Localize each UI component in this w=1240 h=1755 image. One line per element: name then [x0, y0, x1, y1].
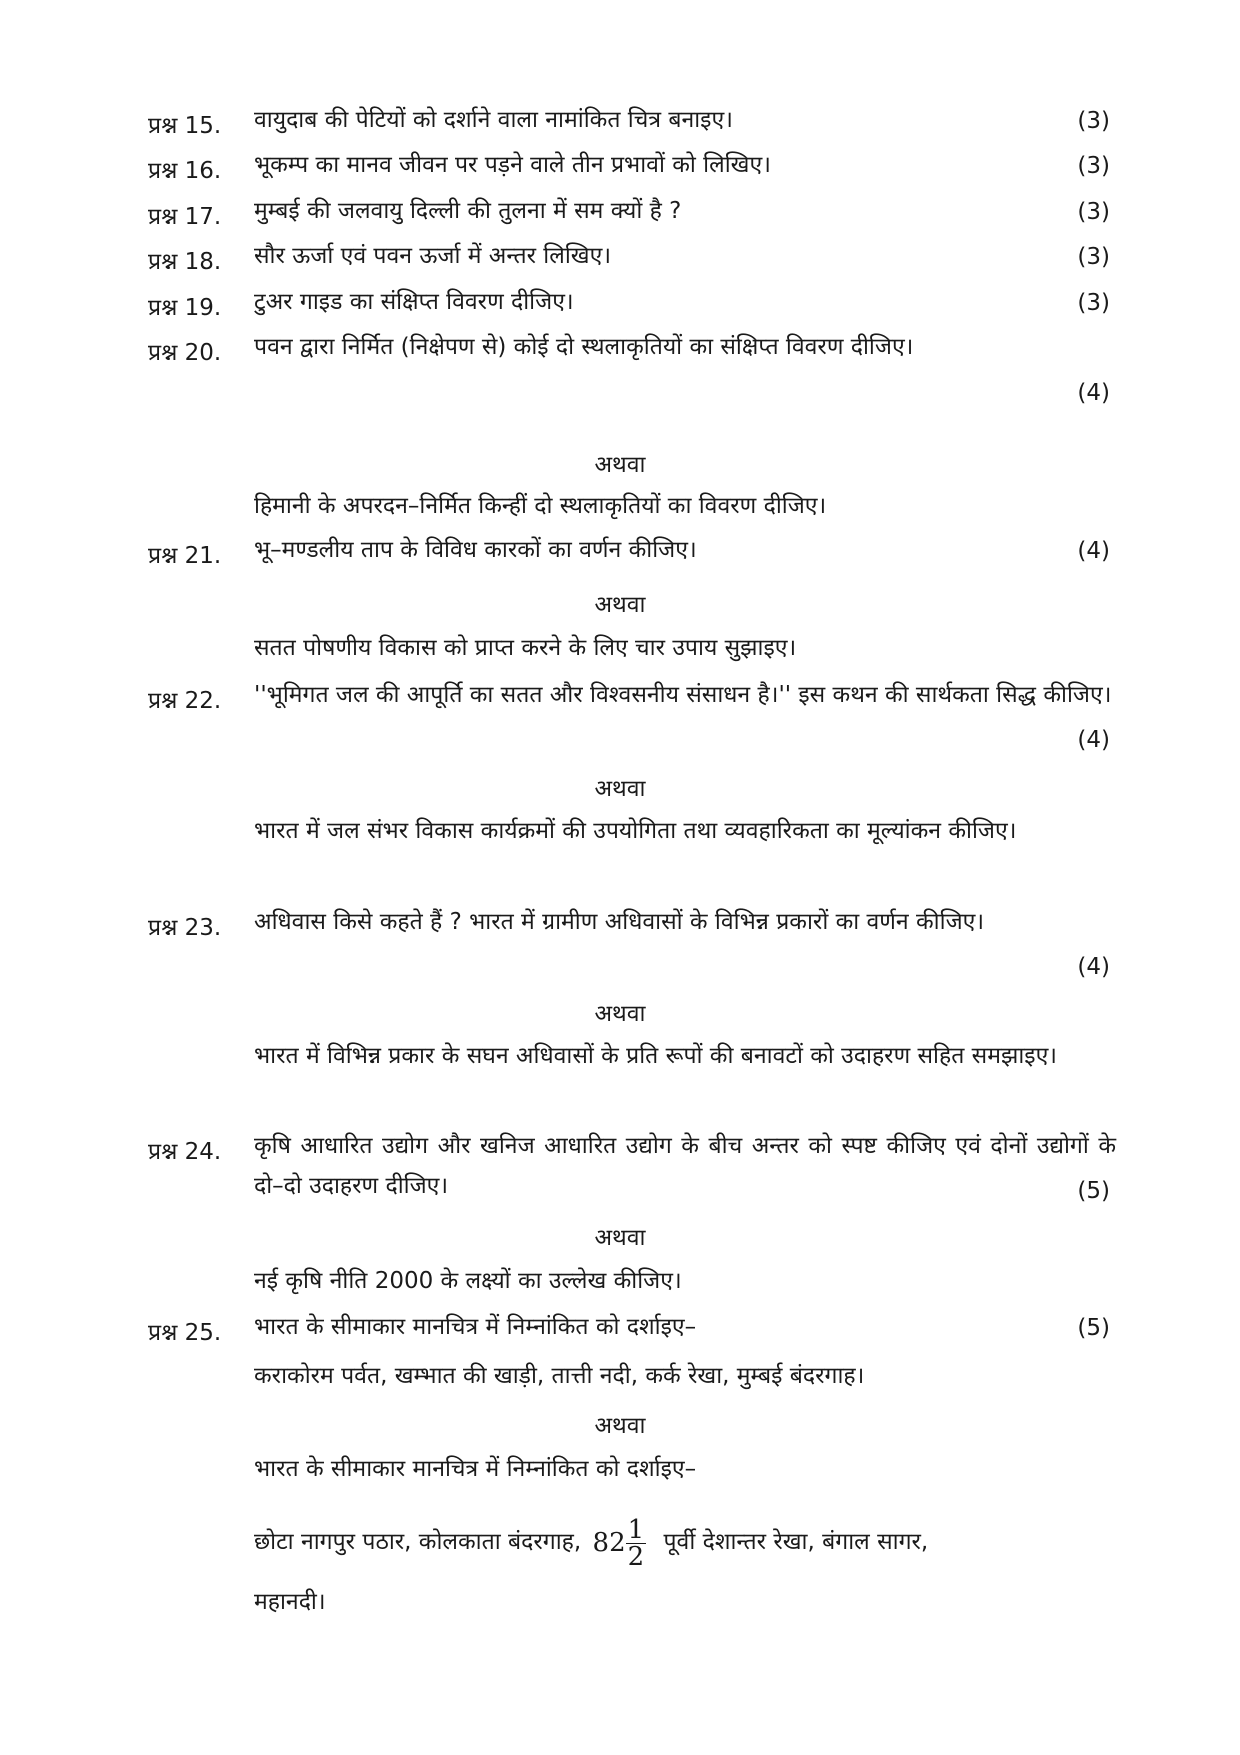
map-items-list: कराकोरम पर्वत, खम्भात की खाड़ी, तात्ती नदी, कर्क रेखा, मुम्बई बंदरगाह। — [254, 1363, 865, 1389]
question-marks: (5) — [1077, 1178, 1110, 1204]
longitude-fraction — [593, 1506, 647, 1579]
alternative-question-24: नई कृषि नीति 2000 के लक्ष्यों का उल्लेख कीजिए। — [254, 1268, 682, 1294]
question-number: प्रश्न 21. — [148, 543, 222, 569]
question-text: ''भूमिगत जल की आपूर्ति का सतत और विश्वसनीय संसाधन है।'' इस कथन की सार्थकता सिद्ध कीजिए। — [254, 682, 1112, 708]
question-number: प्रश्न 18. — [148, 249, 222, 275]
or-label: अथवा — [594, 452, 646, 478]
question-number: प्रश्न 24. — [148, 1139, 222, 1165]
map-items-before: छोटा नागपुर पठार, कोलकाता बंदरगाह, — [254, 1529, 582, 1555]
question-number: प्रश्न 17. — [148, 204, 222, 230]
question-marks: (4) — [1077, 538, 1110, 564]
question-marks: (4) — [1077, 954, 1110, 980]
alternative-question-22: भारत में जल संभर विकास कार्यक्रमों की उपयोगिता तथा व्यवहारिकता का मूल्यांकन कीजिए। — [254, 818, 1017, 844]
question-marks: (3) — [1077, 290, 1110, 316]
map-items-end: महानदी। — [254, 1589, 326, 1615]
question-text: पवन द्वारा निर्मित (निक्षेपण से) कोई दो स्थलाकृतियों का संक्षिप्त विवरण दीजिए। — [254, 334, 914, 360]
question-number: प्रश्न 25. — [148, 1320, 222, 1346]
question-number: प्रश्न 23. — [148, 915, 222, 941]
or-label: अथवा — [594, 592, 646, 618]
question-text: भारत के सीमाकार मानचित्र में निम्नांकित को दर्शाइए– — [254, 1314, 697, 1340]
alternative-question-25: भारत के सीमाकार मानचित्र में निम्नांकित को दर्शाइए– — [254, 1456, 697, 1482]
question-number: प्रश्न 20. — [148, 340, 222, 366]
alternative-question-23: भारत में विभिन्न प्रकार के सघन अधिवासों के प्रति रूपों की बनावटों को उदाहरण सहित समझाइए। — [254, 1043, 1058, 1069]
question-marks: (3) — [1077, 153, 1110, 179]
or-label: अथवा — [594, 1225, 646, 1251]
question-marks: (3) — [1077, 108, 1110, 134]
question-marks: (3) — [1077, 199, 1110, 225]
alternative-map-items-list — [254, 1506, 1116, 1579]
question-text: भूकम्प का मानव जीवन पर पड़ने वाले तीन प्रभावों को लिखिए। — [254, 152, 771, 178]
or-label: अथवा — [594, 776, 646, 802]
alternative-question-20: हिमानी के अपरदन–निर्मित किन्हीं दो स्थलाकृतियों का विवरण दीजिए। — [254, 493, 827, 519]
fraction-numerator: 1 — [627, 1514, 645, 1545]
question-marks: (3) — [1077, 244, 1110, 270]
or-label: अथवा — [594, 1001, 646, 1027]
fraction-whole: 82 — [592, 1528, 626, 1558]
question-marks: (4) — [1077, 727, 1110, 753]
question-marks: (5) — [1077, 1315, 1110, 1341]
question-marks: (4) — [1077, 380, 1110, 406]
or-label: अथवा — [594, 1413, 646, 1439]
question-number: प्रश्न 15. — [148, 113, 222, 139]
question-number: प्रश्न 16. — [148, 158, 222, 184]
map-items-after: पूर्वी देशान्तर रेखा, बंगाल सागर, — [663, 1529, 929, 1555]
question-text: भू–मण्डलीय ताप के विविध कारकों का वर्णन कीजिए। — [254, 537, 697, 563]
question-text: वायुदाब की पेटियों को दर्शाने वाला नामांकित चित्र बनाइए। — [254, 107, 733, 133]
question-text: मुम्बई की जलवायु दिल्ली की तुलना में सम क्यों है ? — [254, 198, 682, 224]
fraction-denominator: 2 — [627, 1541, 645, 1572]
question-text: सौर ऊर्जा एवं पवन ऊर्जा में अन्तर लिखिए। — [254, 243, 612, 269]
question-number: प्रश्न 19. — [148, 295, 222, 321]
question-number: प्रश्न 22. — [148, 688, 222, 714]
alternative-question-21: सतत पोषणीय विकास को प्राप्त करने के लिए चार उपाय सुझाइए। — [254, 635, 797, 661]
question-text: टुअर गाइड का संक्षिप्त विवरण दीजिए। — [254, 289, 574, 315]
question-text: कृषि आधारित उद्योग और खनिज आधारित उद्योग के बीच अन्तर को स्पष्ट कीजिए एवं दोनों उद्योगों के दो–दो उदाहरण दीजिए। — [254, 1133, 1116, 1199]
question-text: अधिवास किसे कहते हैं ? भारत में ग्रामीण अधिवासों के विभिन्न प्रकारों का वर्णन कीजिए। — [254, 909, 985, 935]
